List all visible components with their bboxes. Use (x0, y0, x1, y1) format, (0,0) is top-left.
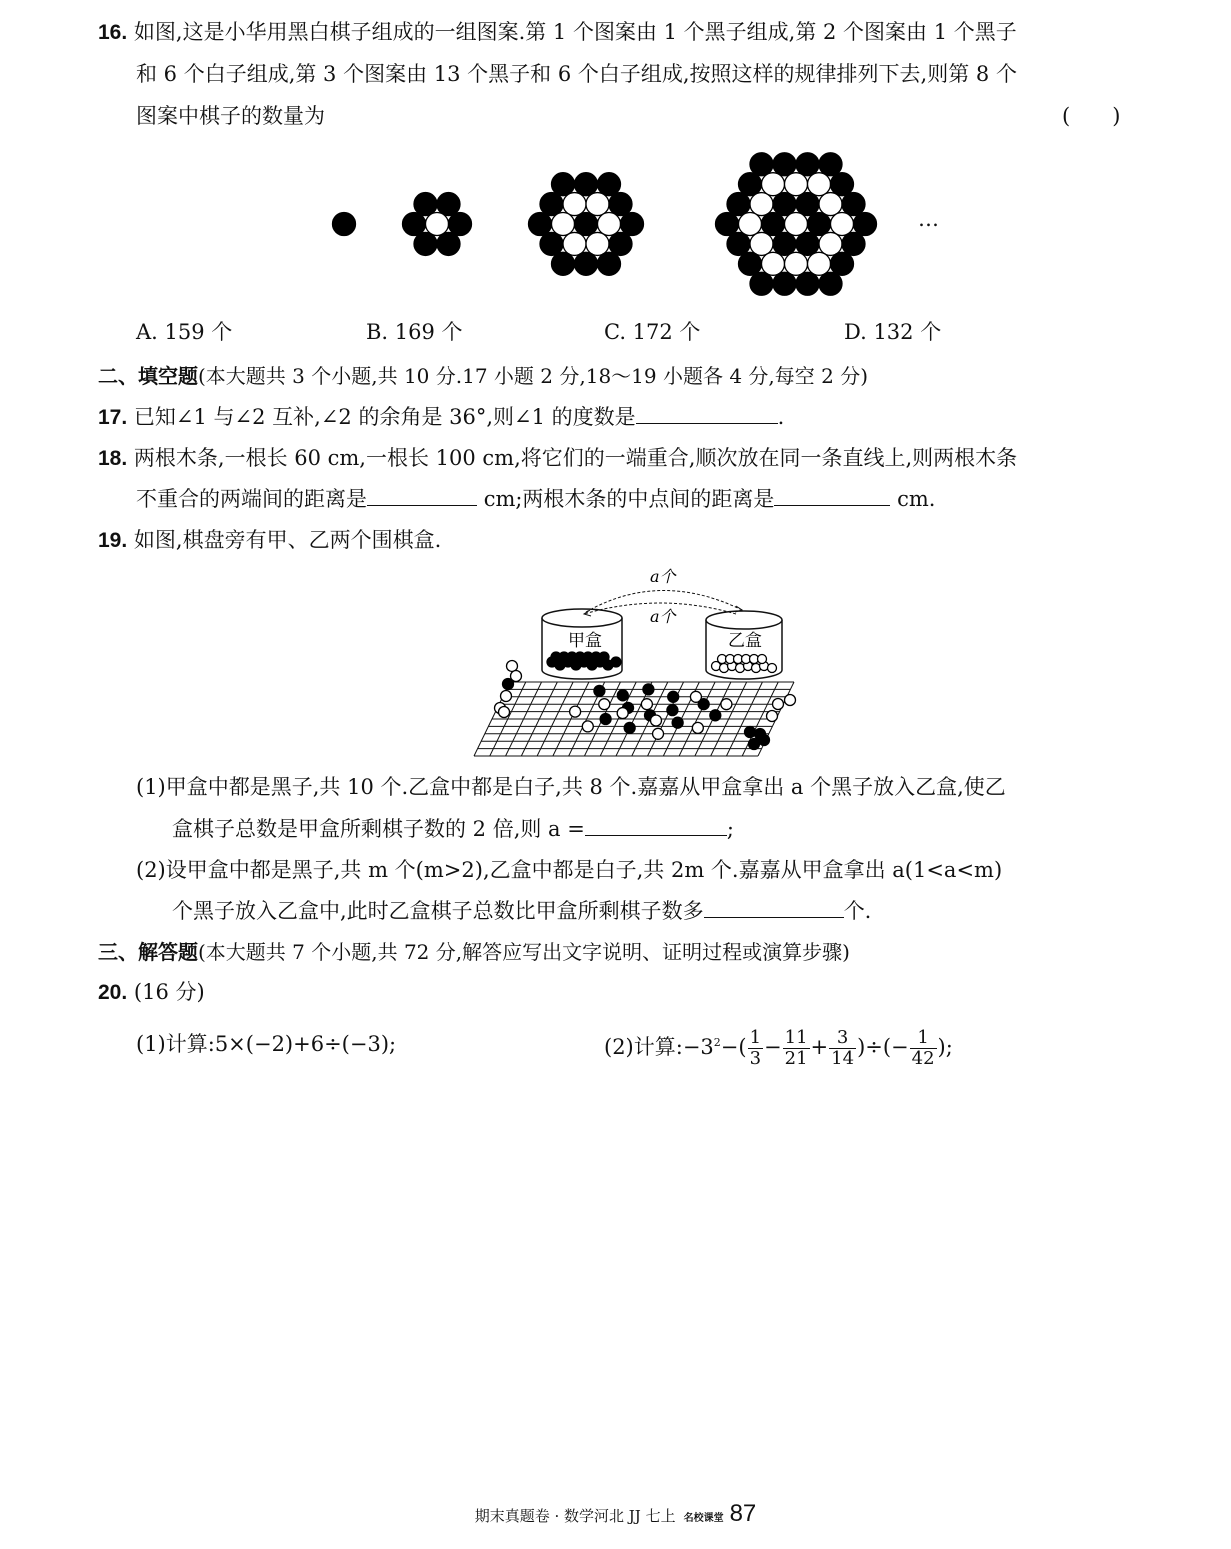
black-stone (609, 232, 632, 255)
section2-note: (本大题共 3 个小题,共 10 分.17 小题 2 分,18～19 小题各 4 分,每空 2 分) (198, 364, 869, 388)
white-stone (641, 699, 652, 710)
white-stone (599, 699, 610, 710)
white-stone (586, 232, 609, 255)
q19-p1-line1: (1)甲盒中都是黑子,共 10 个.乙盒中都是白子,共 8 个.嘉嘉从甲盒拿出 a 个黑子放入乙盒,使乙 (136, 775, 1006, 799)
black-stone (796, 193, 819, 216)
pattern-ellipsis: … (918, 207, 939, 231)
pattern-3 (529, 173, 644, 276)
q17 (98, 403, 784, 432)
q18-text-1: 两根木条,一根长 60 cm,一根长 100 cm,将它们的一端重合,顺次放在同一条直线上,则两根木条 (133, 446, 1018, 470)
black-stone (750, 153, 773, 176)
q18-number: 18. (98, 447, 128, 470)
black-stone (819, 272, 842, 295)
black-stone (503, 679, 514, 690)
fraction-4: $\frac{1}{42}$ (911, 1027, 935, 1069)
white-stone (552, 213, 575, 236)
black-stone (808, 213, 831, 236)
arrow-top-label: a个 (650, 567, 676, 586)
black-stone (621, 213, 644, 236)
q19-p1-end: ; (726, 817, 734, 841)
q20-p2-end: ); (937, 1035, 953, 1059)
option-b: B. 169 个 (366, 320, 463, 344)
black-stone (437, 193, 460, 216)
black-stone (796, 232, 819, 255)
white-stone (767, 711, 778, 722)
black-stone (773, 232, 796, 255)
section3-title: 三、解答题 (98, 940, 198, 964)
white-stone (773, 699, 784, 710)
black-stone (598, 252, 621, 275)
option-d: D. 132 个 (844, 320, 942, 344)
white-stone (692, 722, 703, 733)
white-stone (808, 252, 831, 275)
black-stone (575, 252, 598, 275)
option-a: A. 159 个 (136, 320, 233, 344)
black-stone (414, 232, 437, 255)
q20-mid: )÷(− (857, 1035, 909, 1059)
white-stone (690, 691, 701, 702)
white-stone (762, 173, 785, 196)
white-stone (785, 252, 808, 275)
q18-line1 (98, 444, 1017, 473)
black-stone (831, 173, 854, 196)
answer-paren: ( ) (1062, 104, 1121, 128)
q17-text: 已知∠1 与∠2 互补,∠2 的余角是 36°,则∠1 的度数是 (133, 405, 636, 429)
go-board (474, 682, 794, 756)
black-stone (643, 684, 654, 695)
white-stone (651, 715, 662, 726)
white-stone (598, 213, 621, 236)
q20-p2 (604, 1020, 953, 1070)
black-stone (540, 193, 563, 216)
q20-p1: (1)计算:5×(−2)+6÷(−3); (136, 1032, 397, 1056)
q16-text-2: 和 6 个白子组成,第 3 个图案由 13 个黑子和 6 个白子组成,按照这样的规律排列下去,则第 8 个 (136, 62, 1017, 86)
fraction-1: $\frac{1}{3}$ (749, 1027, 762, 1069)
black-stone (403, 213, 426, 236)
q19-p1-line2 (172, 815, 734, 843)
white-stone (768, 664, 777, 673)
white-stone (501, 691, 512, 702)
q16-text-1: 如图,这是小华用黑白棋子组成的一组图案.第 1 个图案由 1 个黑子组成,第 2 个图案由 1 个黑子 (133, 20, 1017, 44)
black-stone (759, 735, 770, 746)
q17-number: 17. (98, 406, 128, 429)
page-footer (0, 1500, 1231, 1528)
black-stone (552, 173, 575, 196)
white-stone (721, 699, 732, 710)
q18-text-2c: cm. (897, 487, 936, 511)
black-stone (727, 193, 750, 216)
black-stone (668, 691, 679, 702)
fraction-3: $\frac{3}{14}$ (831, 1027, 855, 1069)
q18-text-2a: 不重合的两端间的距离是 (136, 487, 367, 511)
q20-p2-open: −( (720, 1035, 747, 1059)
black-stone (796, 153, 819, 176)
black-stone (842, 193, 865, 216)
q20-p2-prefix: (2)计算:−3 (604, 1035, 714, 1059)
q16-text-3: 图案中棋子的数量为 (136, 104, 325, 128)
box-b-label: 乙盒 (728, 631, 762, 651)
q19-p2-line2 (172, 897, 871, 925)
fraction-2: $\frac{11}{21}$ (784, 1027, 808, 1069)
q16-line1 (98, 18, 1017, 47)
black-stone (750, 272, 773, 295)
white-stone (750, 193, 773, 216)
q18-text-2b: cm;两根木条的中点间的距离是 (483, 487, 775, 511)
white-stone (785, 695, 796, 706)
q16-number: 16. (98, 21, 128, 44)
white-stone (563, 193, 586, 216)
white-stone (499, 707, 510, 718)
white-stone (563, 232, 586, 255)
black-stone (617, 690, 628, 701)
q17-end: . (777, 405, 785, 429)
white-stone (739, 213, 762, 236)
black-stone (414, 193, 437, 216)
black-stone (739, 252, 762, 275)
section3-note: (本大题共 7 个小题,共 72 分,解答应写出文字说明、证明过程或演算步骤) (198, 940, 850, 964)
black-stone (773, 272, 796, 295)
white-stone (507, 661, 518, 672)
black-stone (575, 213, 598, 236)
q20-number: 20. (98, 981, 128, 1004)
black-stone (739, 173, 762, 196)
black-stone (609, 193, 632, 216)
white-stone (785, 213, 808, 236)
section2-heading (98, 362, 868, 390)
black-stone (598, 173, 621, 196)
stone-patterns-figure (300, 140, 980, 310)
q20-score: (16 分) (133, 980, 205, 1004)
white-stone (653, 728, 664, 739)
black-stone (672, 717, 683, 728)
q19-p1-text: 盒棋子总数是甲盒所剩棋子数的 2 倍,则 a = (172, 817, 585, 841)
black-stone (716, 213, 739, 236)
q19-p2-line1: (2)设甲盒中都是黑子,共 m 个(m>2),乙盒中都是白子,共 2m 个.嘉嘉从甲盒拿出 a(1<a<m) (136, 858, 1003, 882)
black-stone (727, 232, 750, 255)
q19-line (98, 526, 441, 555)
option-c: C. 172 个 (604, 320, 701, 344)
black-stone (773, 153, 796, 176)
q19-p2-text: 个黑子放入乙盒中,此时乙盒棋子总数比甲盒所剩棋子数多 (172, 899, 704, 923)
black-stone (575, 173, 598, 196)
q20-op1: − (764, 1035, 782, 1059)
white-stone (570, 706, 581, 717)
white-stone (819, 232, 842, 255)
q20-op2: + (810, 1035, 829, 1059)
footer-text: 期末真题卷 · 数学河北 JJ 七上 (474, 1507, 676, 1525)
black-stone (710, 710, 721, 721)
black-stone (667, 705, 678, 716)
black-stone (333, 213, 356, 236)
white-stone (762, 252, 785, 275)
publisher-logo: 名校课堂 (683, 1513, 724, 1524)
q18-line2 (136, 485, 935, 513)
page-number: 87 (729, 1500, 757, 1527)
white-stone (758, 655, 767, 664)
box-a-label: 甲盒 (568, 631, 602, 651)
arrow-mid-label: a个 (650, 607, 676, 626)
black-stone (599, 652, 609, 662)
go-board-figure (460, 562, 810, 762)
black-stone (552, 252, 575, 275)
black-stone (540, 232, 563, 255)
q17-answer-blank[interactable] (636, 403, 778, 424)
section2-title: 二、填空题 (98, 364, 198, 388)
q19-answer-blank-2[interactable] (704, 897, 844, 918)
section3-heading (98, 938, 850, 966)
black-stone (854, 213, 877, 236)
black-stone (773, 193, 796, 216)
white-stone (426, 213, 449, 236)
black-stone (819, 153, 842, 176)
white-stone (617, 708, 628, 719)
black-stone (749, 739, 760, 750)
pattern-1 (333, 213, 356, 236)
q18-answer-blank-1[interactable] (367, 485, 477, 506)
white-stone (819, 193, 842, 216)
black-stone (624, 722, 635, 733)
white-stone (582, 721, 593, 732)
q18-answer-blank-2[interactable] (774, 485, 890, 506)
white-stone (831, 213, 854, 236)
black-stone (762, 213, 785, 236)
black-stone (831, 252, 854, 275)
pattern-4 (716, 153, 877, 296)
white-stone (785, 173, 808, 196)
q19-answer-blank-1[interactable] (585, 815, 727, 836)
black-stone (745, 727, 756, 738)
black-stone (796, 272, 819, 295)
q20-p2-exponent: 2 (713, 1036, 721, 1049)
black-stone (529, 213, 552, 236)
white-stone (750, 232, 773, 255)
white-stone (808, 173, 831, 196)
q19-number: 19. (98, 529, 128, 552)
q19-p2-end: 个. (843, 899, 872, 923)
pattern-2 (403, 193, 472, 256)
black-stone (449, 213, 472, 236)
black-stone (611, 657, 621, 667)
black-stone (600, 714, 611, 725)
black-stone (594, 685, 605, 696)
black-stone (437, 232, 460, 255)
q20-line (98, 978, 205, 1007)
q19-text: 如图,棋盘旁有甲、乙两个围棋盒. (133, 528, 442, 552)
white-stone (586, 193, 609, 216)
black-stone (842, 232, 865, 255)
